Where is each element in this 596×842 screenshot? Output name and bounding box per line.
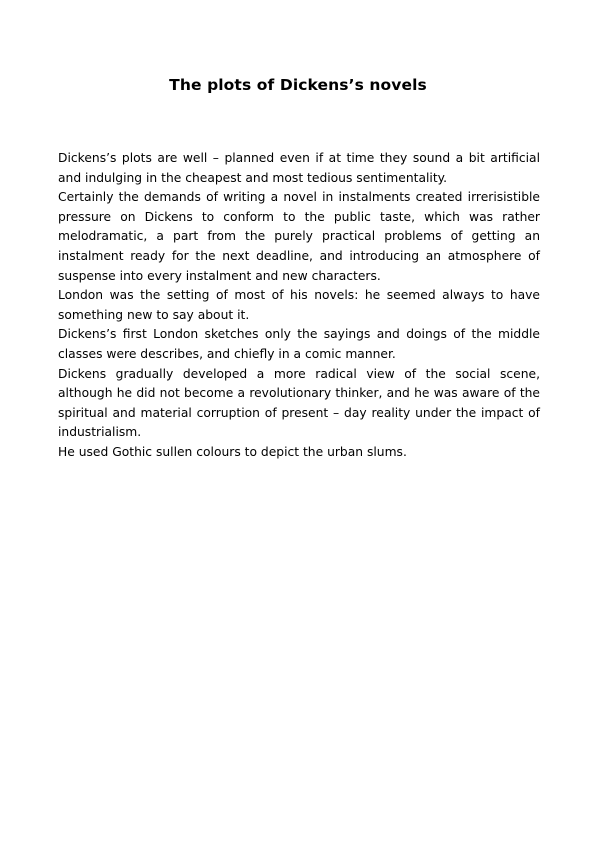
paragraph-london-sketches: Dickens’s first London sketches only the sayings and doings of the middle classes were describes, and chiefly in a comic manner. (58, 327, 540, 361)
paragraph-social-view: Dickens gradually developed a more radical view of the social scene, although he did not become a revolutionary thinker, and he was aware of the spiritual and material corruption of present – day reality under the impact of industrialism. (58, 366, 540, 440)
paragraph-instalments: Certainly the demands of writing a novel in instalments created irrerisistible pressure on Dickens to conform to the public taste, which was rather melodramatic, a part from the purely practical problems of getting an instalment ready for the next deadline, and introducing an atmosphere of suspense into every instalment and new characters. (58, 190, 540, 283)
paragraph-plots: Dickens’s plots are well – planned even if at time they sound a bit artificial and indulging in the cheapest and most tedious sentimentality. (58, 151, 540, 185)
document-body (58, 149, 540, 463)
document-title: The plots of Dickens’s novels (169, 76, 427, 94)
paragraph-london-setting: London was the setting of most of his novels: he seemed always to have something new to say about it. (58, 288, 540, 322)
paragraph-gothic-colours: He used Gothic sullen colours to depict the urban slums. (58, 444, 407, 459)
